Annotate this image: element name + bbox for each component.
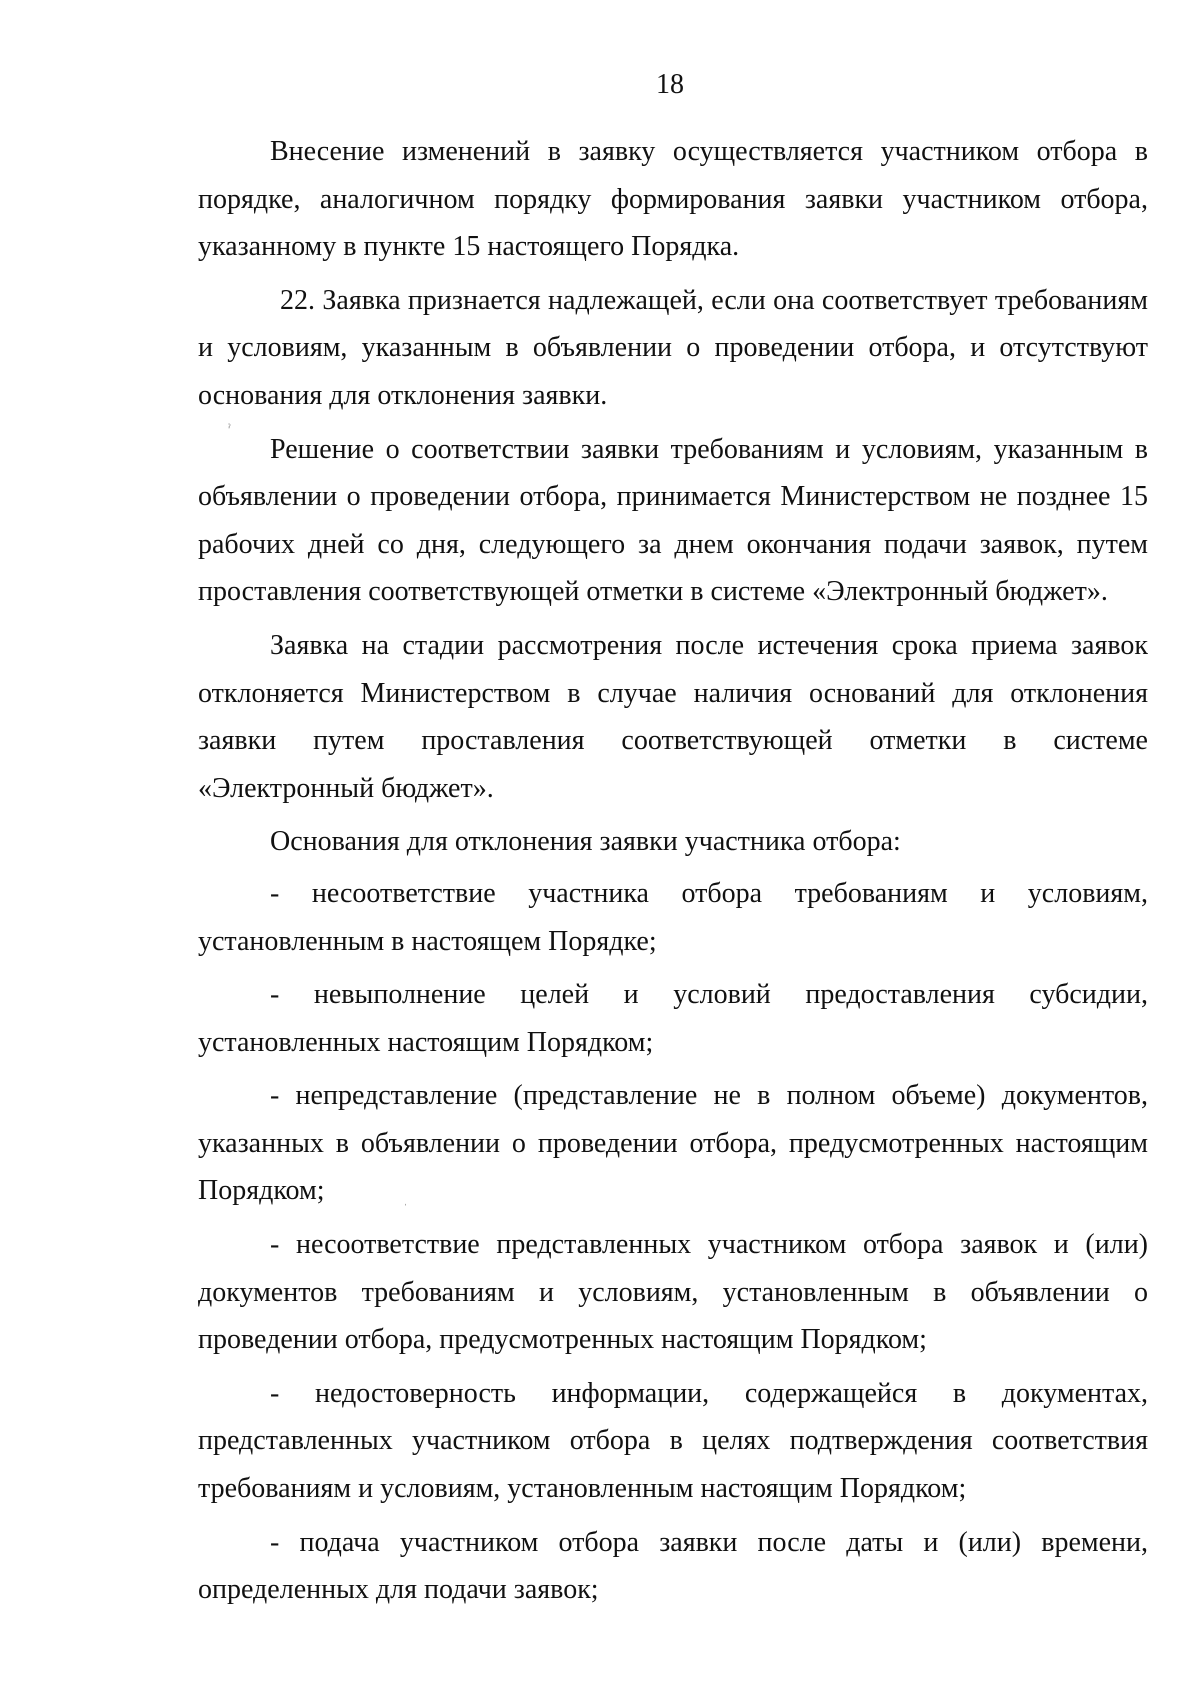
scan-speck: ˀ xyxy=(228,423,231,434)
page-number: 18 xyxy=(656,69,684,100)
paragraph-grounds-heading: Основания для отклонения заявки участника отбора: xyxy=(270,826,901,858)
list-item-grounds-1: - несоответствие участника отбора требованиям и условиям, установленным в настоящем Порядке; xyxy=(198,877,1148,957)
paragraph-item-22: 22. Заявка признается надлежащей, если она соответствует требованиям и условиям, указанным в объявлении о проведении отбора, и отсутствуют основания для отклонения заявки. xyxy=(198,284,1148,411)
list-item-grounds-4: - несоответствие представленных участником отбора заявок и (или) документов требованиям и условиям, установленным в объявлении о проведении отбора, предусмотренных настоящим Порядком; xyxy=(198,1229,1148,1356)
list-item-grounds-2: - невыполнение целей и условий предоставления субсидии, установленных настоящим Порядком; xyxy=(198,979,1148,1058)
list-item-grounds-6: - подача участником отбора заявки после даты и (или) времени, определенных для подачи заявок; xyxy=(198,1526,1148,1606)
document-body xyxy=(198,128,1148,1616)
paragraph-amendments: Внесение изменений в заявку осуществляется участником отбора в порядке, аналогичном порядку формирования заявки участником отбора, указанному в пункте 15 настоящего Порядка. xyxy=(198,136,1148,263)
list-item-grounds-3: - непредставление (представление не в полном объеме) документов, указанных в объявлении о проведении отбора, предусмотренных настоящим Порядком; xyxy=(198,1080,1148,1207)
scan-speck: ˌ xyxy=(404,1195,408,1206)
paragraph-decision: Решение о соответствии заявки требованиям и условиям, указанным в объявлении о проведении отбора, принимается Министерством не позднее 15 рабочих дней со дня, следующего за днем окончания подачи заявок, путем проставления соответствующей отметки в системе «Электронный бюджет». xyxy=(198,433,1148,608)
paragraph-rejection: Заявка на стадии рассмотрения после истечения срока приема заявок отклоняется Министерством в случае наличия оснований для отклонения заявки путем проставления соответствующей отметки в системе «Электронный бюджет». xyxy=(198,629,1148,804)
list-item-grounds-5: - недостоверность информации, содержащейся в документах, представленных участником отбора в целях подтверждения соответствия требованиям и условиям, установленным настоящим Порядком; xyxy=(198,1377,1148,1505)
